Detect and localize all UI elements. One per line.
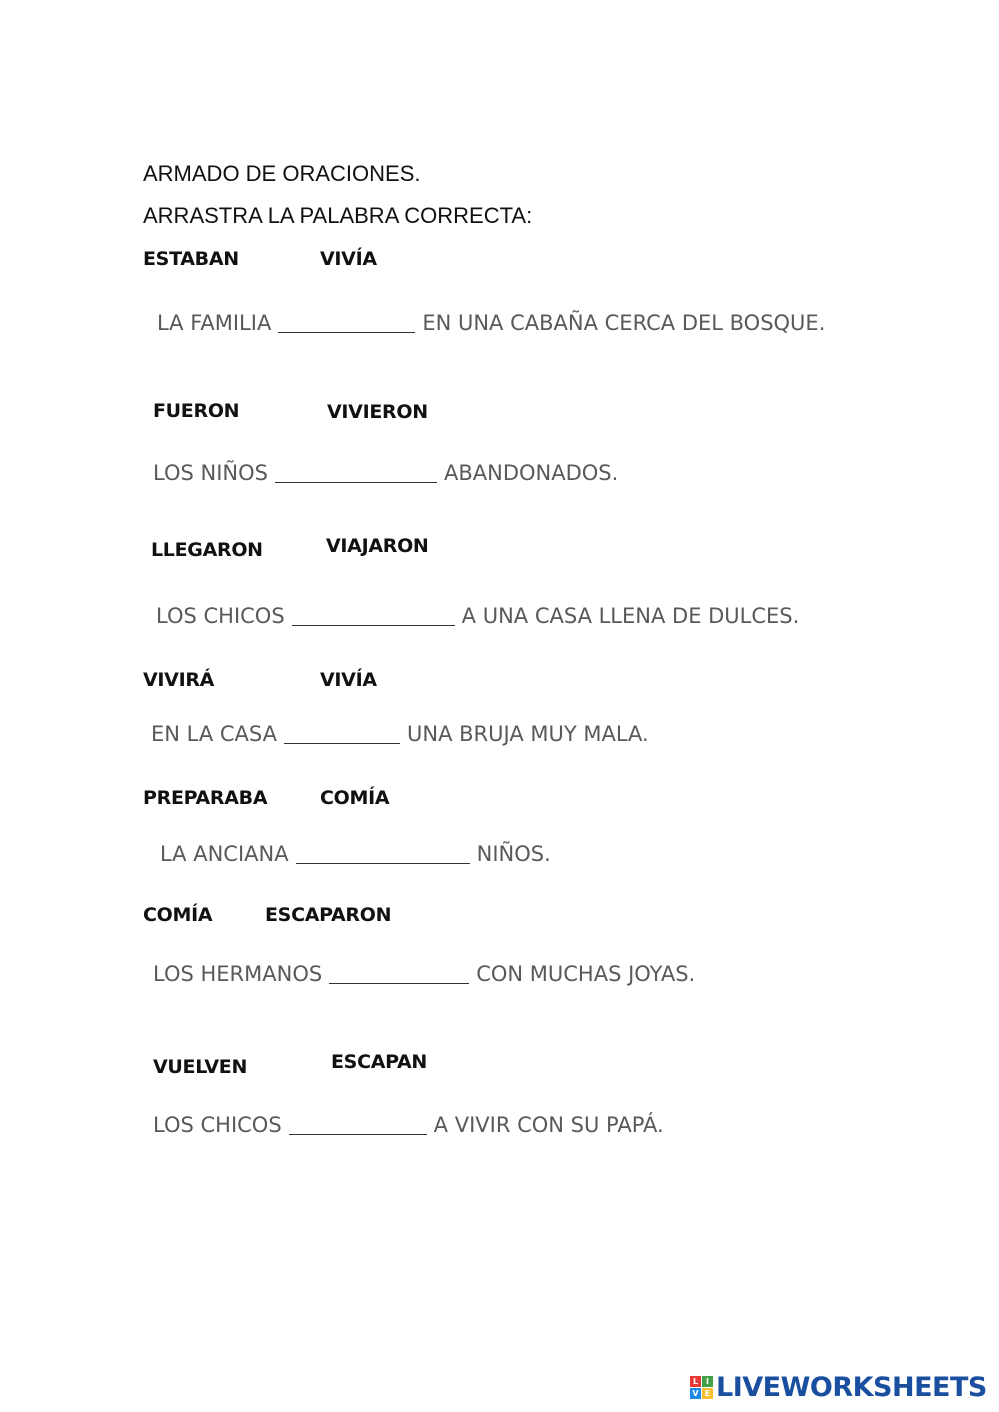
word-option[interactable]: COMÍA: [143, 904, 213, 926]
sentence-end: ABANDONADOS.: [443, 461, 619, 485]
answer-drop-zone[interactable]: [289, 1112, 427, 1135]
word-option[interactable]: ESCAPARON: [265, 904, 392, 926]
word-option[interactable]: VIVIERON: [327, 401, 428, 423]
liveworksheets-logo: [690, 1372, 987, 1403]
sentence: [157, 310, 825, 335]
sentence-end: NIÑOS.: [476, 842, 551, 866]
sentence: [153, 460, 618, 485]
word-option[interactable]: ESCAPAN: [331, 1051, 427, 1073]
word-option[interactable]: VIVIRÁ: [143, 669, 215, 691]
answer-drop-zone[interactable]: [275, 460, 437, 483]
sentence: [156, 603, 799, 628]
word-option[interactable]: FUERON: [153, 400, 240, 422]
sentence-end: EN UNA CABAÑA CERCA DEL BOSQUE.: [422, 311, 826, 335]
sentence-start: LA FAMILIA: [157, 311, 272, 335]
answer-drop-zone[interactable]: [296, 841, 470, 864]
sentence-end: CON MUCHAS JOYAS.: [476, 962, 696, 986]
word-option[interactable]: COMÍA: [320, 787, 390, 809]
sentence-start: LOS NIÑOS: [153, 461, 268, 485]
word-option[interactable]: VIVÍA: [320, 248, 377, 270]
word-option[interactable]: VIVÍA: [320, 669, 377, 691]
sentence-start: LA ANCIANA: [160, 842, 289, 866]
sentence: [153, 1112, 664, 1137]
sentence-end: A UNA CASA LLENA DE DULCES.: [461, 604, 800, 628]
sentence-start: LOS CHICOS: [156, 604, 285, 628]
logo-square-v: V: [690, 1388, 701, 1399]
sentence: [151, 721, 649, 746]
answer-drop-zone[interactable]: [278, 310, 415, 333]
answer-drop-zone[interactable]: [329, 961, 469, 984]
logo-grid-icon: [690, 1376, 713, 1399]
logo-square-i: I: [702, 1376, 713, 1387]
logo-text: LIVEWORKSHEETS: [716, 1372, 987, 1403]
logo-square-e: E: [702, 1388, 713, 1399]
word-option[interactable]: LLEGARON: [151, 539, 263, 561]
word-option[interactable]: ESTABAN: [143, 248, 239, 270]
worksheet-instruction: ARRASTRA LA PALABRA CORRECTA:: [143, 203, 533, 228]
answer-drop-zone[interactable]: [284, 721, 400, 744]
sentence-start: LOS CHICOS: [153, 1113, 282, 1137]
word-option[interactable]: VIAJARON: [326, 535, 429, 557]
sentence: [160, 841, 551, 866]
sentence-end: A VIVIR CON SU PAPÁ.: [433, 1113, 664, 1137]
answer-drop-zone[interactable]: [292, 603, 455, 626]
logo-square-l: L: [690, 1376, 701, 1387]
sentence-start: EN LA CASA: [151, 722, 277, 746]
word-option[interactable]: PREPARABA: [143, 787, 268, 809]
sentence-end: UNA BRUJA MUY MALA.: [407, 722, 649, 746]
word-option[interactable]: VUELVEN: [153, 1056, 248, 1078]
sentence: [153, 961, 695, 986]
sentence-start: LOS HERMANOS: [153, 962, 323, 986]
worksheet-title: ARMADO DE ORACIONES.: [143, 161, 421, 186]
